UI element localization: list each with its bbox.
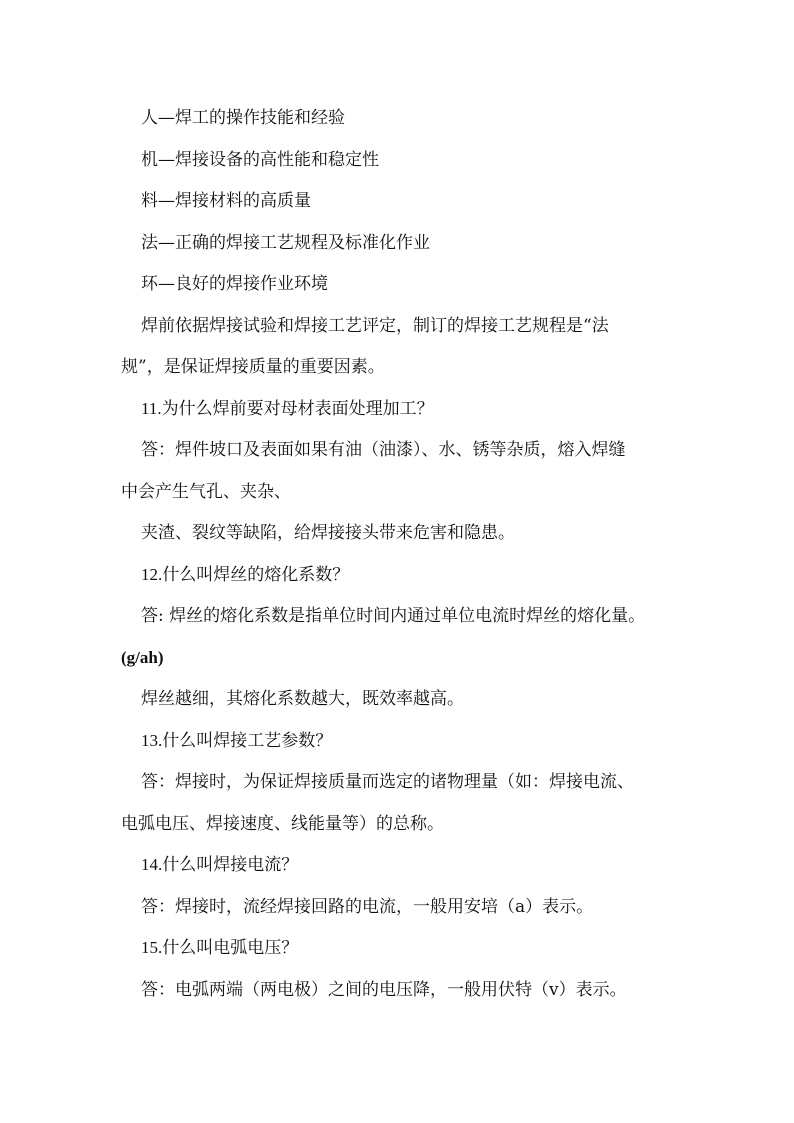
answer-line: 中会产生气孔、夹杂、: [121, 482, 291, 502]
text-line: 法—正确的焊接工艺规程及标准化作业: [141, 233, 430, 253]
question-heading: 14.什么叫焊接电流？: [141, 855, 299, 874]
question-heading: 11.为什么焊前要对母材表面处理加工？: [141, 399, 434, 418]
question-heading: 12.什么叫焊丝的熔化系数？: [141, 565, 350, 584]
text-line: 机—焊接设备的高性能和稳定性: [141, 150, 379, 170]
unit-line: (g/ah): [121, 648, 164, 667]
answer-line: 夹渣、裂纹等缺陷，给焊接接头带来危害和隐患。: [141, 523, 515, 543]
answer-line: 答：焊件坡口及表面如果有油（油漆）、水、锈等杂质，熔入焊缝: [141, 440, 626, 460]
text-line: 料—焊接材料的高质量: [141, 191, 311, 211]
answer-line: 答: 焊丝的熔化系数是指单位时间内通过单位电流时焊丝的熔化量。: [141, 606, 646, 626]
question-heading: 13.什么叫焊接工艺参数？: [141, 731, 333, 750]
paragraph-line: 焊前依据焊接试验和焊接工艺评定，制订的焊接工艺规程是“法: [141, 316, 609, 336]
paragraph-line: 规”，是保证焊接质量的重要因素。: [121, 357, 385, 377]
answer-line: 答：电弧两端（两电极）之间的电压降，一般用伏特（v）表示。: [141, 980, 627, 1000]
answer-line: 焊丝越细，其熔化系数越大，既效率越高。: [141, 689, 464, 709]
answer-line: 答：焊接时，为保证焊接质量而选定的诸物理量（如：焊接电流、: [141, 772, 634, 792]
text-line: 人—焊工的操作技能和经验: [141, 108, 345, 128]
question-heading: 15.什么叫电弧电压？: [141, 938, 299, 957]
answer-line: 电弧电压、焊接速度、线能量等）的总称。: [121, 814, 444, 834]
answer-line: 答：焊接时，流经焊接回路的电流，一般用安培（a）表示。: [141, 897, 594, 917]
text-line: 环—良好的焊接作业环境: [141, 274, 328, 294]
